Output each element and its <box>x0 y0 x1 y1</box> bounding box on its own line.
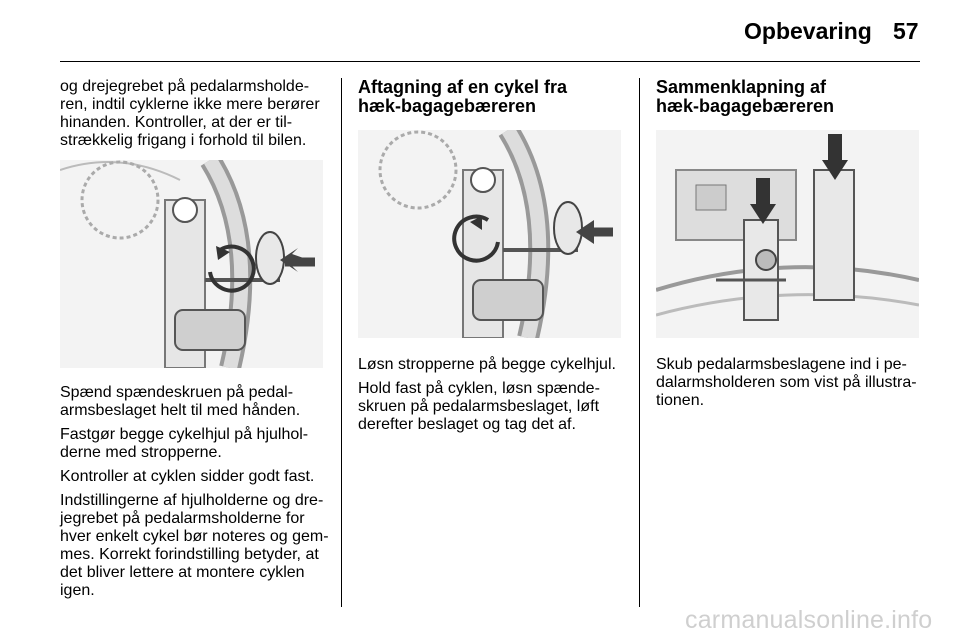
column2-instructions-text <box>358 356 633 440</box>
text-line: armsbeslaget helt til med hånden. <box>60 402 301 419</box>
paragraph <box>60 492 335 600</box>
paragraph <box>358 356 633 374</box>
heading-line: hæk-bagagebæreren <box>358 96 537 116</box>
text-line: mes. Korrekt forindstilling betyder, at <box>60 546 319 563</box>
paragraph <box>358 380 633 434</box>
paragraph <box>656 356 931 410</box>
paragraph <box>60 468 335 486</box>
paragraph <box>60 384 335 420</box>
text-line: det bliver lettere at montere cyklen <box>60 564 305 581</box>
text-line: derefter beslaget og tag det af. <box>358 416 576 433</box>
column3-instructions-text <box>656 356 931 416</box>
section-heading-folding <box>656 78 921 116</box>
text-line: derne med stropperne. <box>60 444 222 461</box>
page-header-title: Opbevaring <box>744 18 872 44</box>
heading-line: Aftagning af en cykel fra <box>358 77 568 97</box>
heading-line: Sammenklapning af <box>656 77 827 97</box>
text-line: Løsn stropperne på begge cykelhjul. <box>358 356 616 373</box>
text-line: igen. <box>60 582 95 599</box>
column-divider-left <box>341 78 342 607</box>
text-line: hver enkelt cykel bør noteres og gem- <box>60 528 329 545</box>
text-line: tionen. <box>656 392 705 409</box>
text-line: Fastgør begge cykelhjul på hjulhol- <box>60 426 309 443</box>
column-divider-right <box>639 78 640 607</box>
text-line: skruen på pedalarmsbeslaget, løft <box>358 398 600 415</box>
page-number: 57 <box>893 18 919 44</box>
text-line: Spænd spændeskruen på pedal- <box>60 384 294 401</box>
text-line: og drejegrebet på pedalarmsholde- <box>60 78 310 95</box>
text-line: hinanden. Kontroller, at der er til- <box>60 114 293 131</box>
text-line: Indstillingerne af hjulholderne og dre- <box>60 492 324 509</box>
section-heading-removal <box>358 78 628 116</box>
paragraph <box>60 426 335 462</box>
text-line: strækkelig frigang i forhold til bilen. <box>60 132 307 149</box>
illustration-loosen-strap <box>358 130 621 338</box>
column1-instructions-text <box>60 384 335 606</box>
text-line: jegrebet på pedalarmsholderne for <box>60 510 305 527</box>
text-line: Hold fast på cyklen, løsn spænde- <box>358 380 600 397</box>
illustration-tighten-clamp <box>60 160 323 368</box>
header-rule <box>60 61 920 62</box>
text-line: Kontroller at cyklen sidder godt fast. <box>60 468 315 485</box>
watermark: carmanualsonline.info <box>685 606 933 634</box>
text-line: ren, indtil cyklerne ikke mere berører <box>60 96 320 113</box>
illustration-fold-carrier <box>656 130 919 338</box>
column1-intro-text <box>60 78 335 150</box>
text-line: dalarmsholderen som vist på illustra- <box>656 374 917 391</box>
text-line: Skub pedalarmsbeslagene ind i pe- <box>656 356 907 373</box>
heading-line: hæk-bagagebæreren <box>656 96 835 116</box>
